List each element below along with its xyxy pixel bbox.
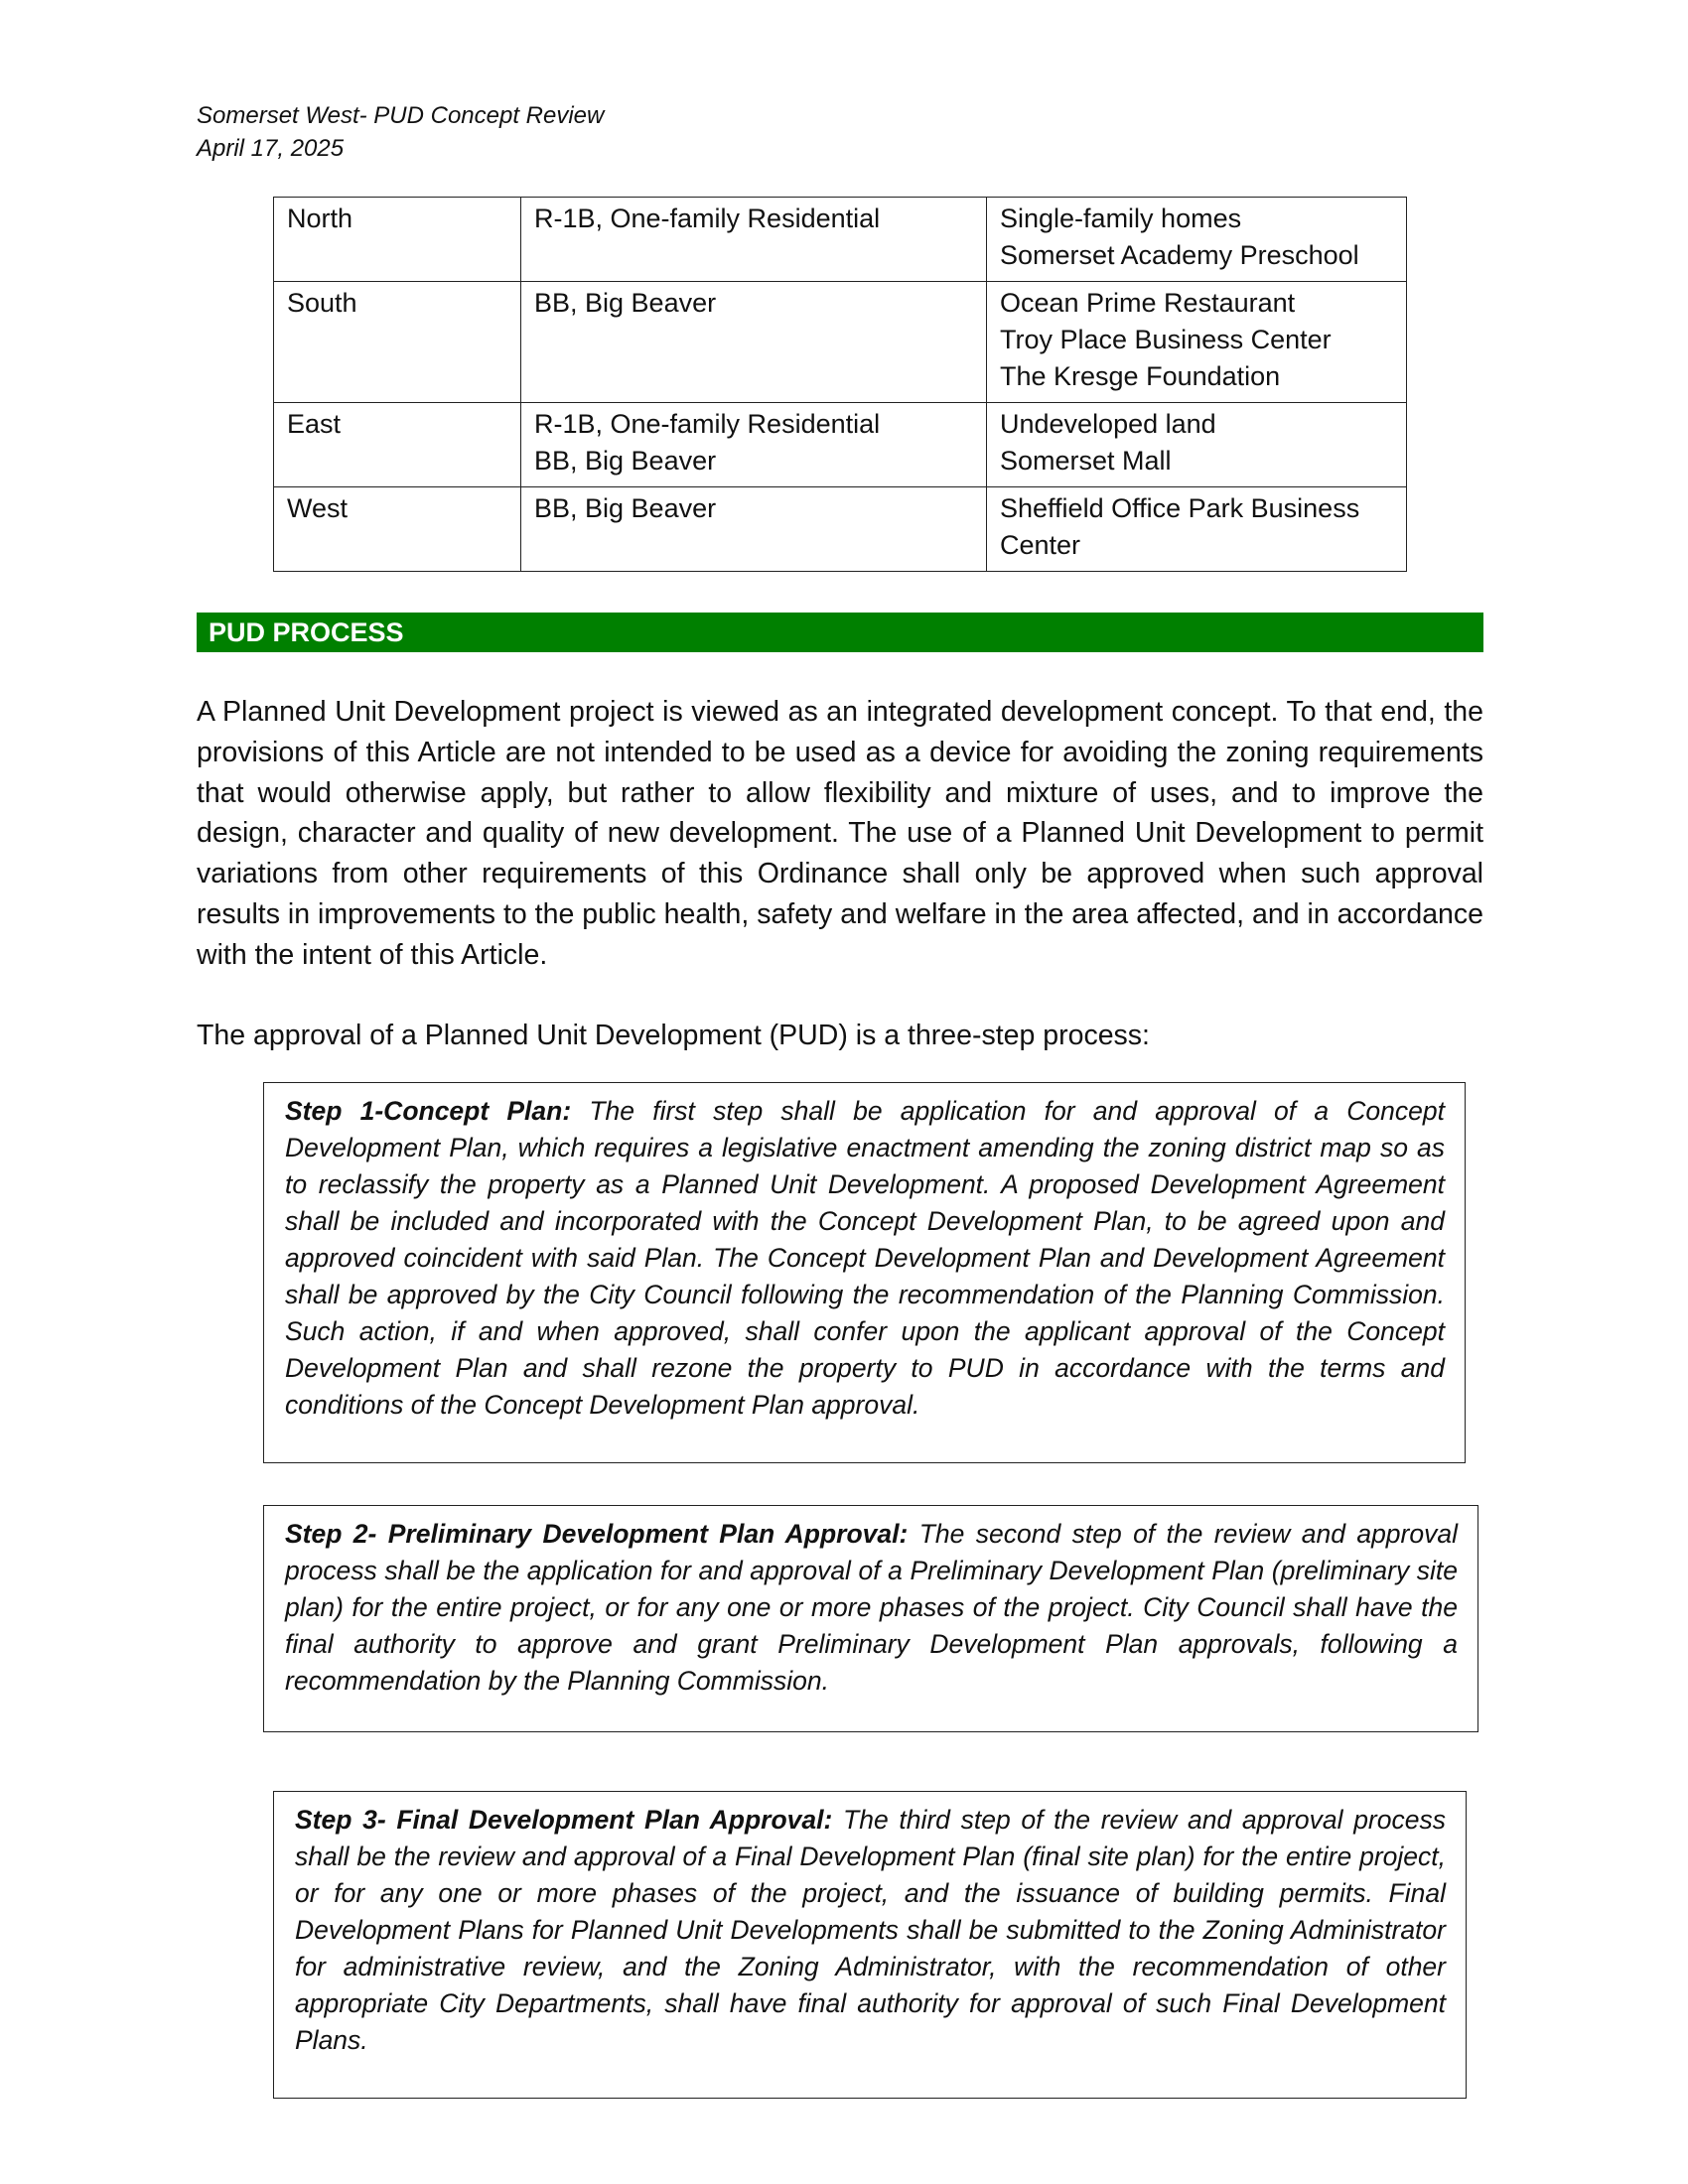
uses-cell: Sheffield Office Park Business Center <box>987 487 1407 572</box>
page-header <box>197 99 604 165</box>
step-2-title: Step 2- Preliminary Development Plan Approval: <box>285 1519 909 1549</box>
step-2-box <box>263 1505 1478 1732</box>
zoning-cell: R-1B, One-family Residential BB, Big Beaver <box>521 403 987 487</box>
document-date: April 17, 2025 <box>197 135 345 162</box>
direction-cell: South <box>274 282 521 403</box>
step-3-title: Step 3- Final Development Plan Approval: <box>295 1805 833 1835</box>
section-heading-pud-process: PUD PROCESS <box>197 613 1483 652</box>
table-row <box>274 198 1407 282</box>
step-1-text: The first step shall be application for and approval of a Concept Development Plan, which requires a legislative enactment amending the zoning district map so as to reclassify the property as a Planned Unit Development. A proposed Development Agreement shall be included and incorporated with the Concept Development Plan, to be agreed upon and approved coincident with said Plan. The Concept Development Plan and Development Agreement shall be approved by the City Council following the recommendation of the Planning Commission. Such action, if and when approved, shall confer upon the applicant approval of the Concept Development Plan and shall rezone the property to PUD in accordance with the terms and conditions of the Concept Development Plan approval. <box>285 1096 1445 1420</box>
step-3-box <box>273 1791 1467 2099</box>
step-1-title: Step 1-Concept Plan: <box>285 1096 572 1126</box>
approval-paragraph: The approval of a Planned Unit Development (PUD) is a three-step process: <box>197 1020 1150 1051</box>
table-row <box>274 282 1407 403</box>
zoning-cell: R-1B, One-family Residential <box>521 198 987 282</box>
table-row <box>274 403 1407 487</box>
step-2-text: The second step of the review and approval process shall be the application for and approval of a Preliminary Development Plan (preliminary site plan) for the entire project, or for any one or more phases of the project. City Council shall have the final authority to approve and grant Preliminary Development Plan approvals, following a recommendation by the Planning Commission. <box>285 1519 1458 1696</box>
table-row <box>274 487 1407 572</box>
direction-cell: North <box>274 198 521 282</box>
zoning-cell: BB, Big Beaver <box>521 487 987 572</box>
direction-cell: East <box>274 403 521 487</box>
adjacent-zoning-table <box>273 197 1407 572</box>
uses-cell: Ocean Prime Restaurant Troy Place Business Center The Kresge Foundation <box>987 282 1407 403</box>
uses-cell: Undeveloped land Somerset Mall <box>987 403 1407 487</box>
uses-cell: Single-family homes Somerset Academy Preschool <box>987 198 1407 282</box>
step-3-text: The third step of the review and approval process shall be the review and approval of a Final Development Plan (final site plan) for the entire project, or for any one or more phases of the project, and the issuance of building permits. Final Development Plans for Planned Unit Developments shall be submitted to the Zoning Administrator for administrative review, and the Zoning Administrator, with the recommendation of other appropriate City Departments, shall have final authority for approval of such Final Development Plans. <box>295 1805 1446 2055</box>
intro-paragraph: A Planned Unit Development project is viewed as an integrated development concept. To that end, the provisions of this Article are not intended to be used as a device for avoiding the zoning requirements that would otherwise apply, but rather to allow flexibility and mixture of uses, and to improve the design, character and quality of new development. The use of a Planned Unit Development to permit variations from other requirements of this Ordinance shall only be approved when such approval results in improvements to the public health, safety and welfare in the area affected, and in accordance with the intent of this Article. <box>197 696 1483 971</box>
document-title: Somerset West- PUD Concept Review <box>197 102 605 129</box>
step-1-box <box>263 1082 1466 1463</box>
direction-cell: West <box>274 487 521 572</box>
zoning-cell: BB, Big Beaver <box>521 282 987 403</box>
